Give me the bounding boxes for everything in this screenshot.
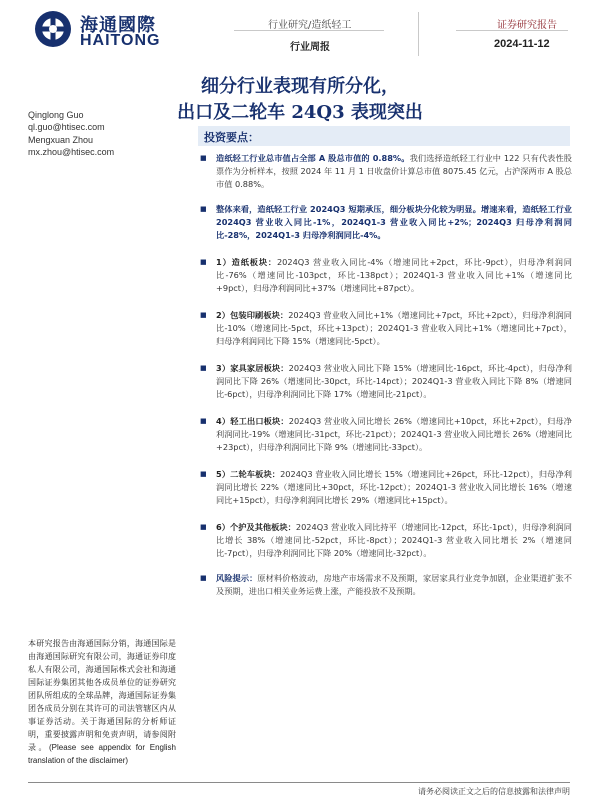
key-points-list bbox=[200, 152, 572, 598]
report-type: 行业周报 bbox=[290, 42, 330, 53]
footer-divider bbox=[28, 782, 570, 783]
key-point-lead: 2）包装印刷板块： bbox=[216, 310, 289, 320]
haitong-logo-icon bbox=[34, 10, 72, 48]
key-point-item bbox=[200, 415, 572, 454]
key-point-item bbox=[200, 152, 572, 191]
key-point-lead: 整体来看，造纸轻工行业 2024Q3 短期承压，细分板块分化较为明显。增速来看，造纸轻工行业 2024Q3 营业收入同比-1%，2024Q1-3 营业收入同比+2%；2024Q3 归母净利润同比-28%，2024Q1-3 归母净利润同比-4%。 bbox=[216, 204, 572, 240]
key-point-text: 2024Q3 营业收入同比持平（增速同比-12pct，环比-1pct），归母净利润同比增长 38%（增速同比-52pct，环比-8pct）；2024Q1-3 营业收入同比增长 2%（增速同比-7pct），归母净利润同比下降 20%（增速同比-32pct）。 bbox=[216, 522, 572, 558]
author-name: Mengxuan Zhou bbox=[28, 135, 94, 145]
brand-name-en: HAITONG bbox=[80, 32, 161, 49]
key-point-text: 2024Q3 营业收入同比增长 26%（增速同比+10pct，环比+2pct），归母净利润同比-19%（增速同比-31pct，环比-21pct）；2024Q1-3 营业收入同比增长 26%（增速同比+23pct），归母净利润同比下降 9%（增速同比-33pct）。 bbox=[216, 416, 572, 452]
disclaimer-text-cn: 本研究报告由海通国际分销，海通国际是由海通国际研究有限公司，海通证券印度私人有限公司，海通国际株式会社和海通国际证券集团其他各成员单位的证券研究团队所组成的全球品牌，海通国际证券集团各成员分别在其许可的司法管辖区内从事证券活动。关于海通国际的分析师证明，重要披露声明和免责声明，请参阅附录。 bbox=[28, 639, 176, 752]
key-point-lead: 风险提示： bbox=[216, 573, 258, 583]
key-point-text: 原材料价格波动，房地产市场需求不及预期，家居家具行业竞争加剧，企业渠道扩张不及预期，进出口相关业务运费上涨，产能投放不及预期。 bbox=[216, 573, 572, 596]
author-card bbox=[28, 109, 105, 133]
key-point-lead: 6）个护及其他板块： bbox=[216, 522, 296, 532]
key-point-item bbox=[200, 256, 572, 295]
key-point-item bbox=[200, 468, 572, 507]
key-point-lead: 3）家具家居板块： bbox=[216, 363, 289, 373]
key-points-header bbox=[198, 126, 570, 146]
key-points-title: 投资要点： bbox=[204, 131, 259, 144]
key-point-item bbox=[200, 572, 572, 598]
distribution-disclaimer bbox=[28, 637, 176, 767]
key-point-item bbox=[200, 362, 572, 401]
key-point-item bbox=[200, 309, 572, 348]
report-title-line-2: 出口及二轮车 24Q3 表现突出 bbox=[177, 102, 423, 123]
key-point-lead: 1）造纸板块： bbox=[216, 257, 277, 267]
key-point-lead: 造纸轻工行业总市值占全部 A 股总市值的 0.88%。 bbox=[216, 153, 410, 163]
author-card bbox=[28, 134, 114, 158]
author-email: mx.zhou@htisec.com bbox=[28, 147, 115, 157]
footer-note: 请务必阅读正文之后的信息披露和法律声明 bbox=[418, 787, 570, 796]
disclaimer-text-en: (Please see appendix for English translation of the disclaimer) bbox=[28, 743, 176, 765]
report-title-line-1: 细分行业表现有所分化， bbox=[201, 76, 399, 97]
key-point-text: 2024Q3 营业收入同比+1%（增速同比+7pct，环比+2pct），归母净利润同比-10%（增速同比-5pct，环比+13pct）；2024Q1-3 营业收入同比+1%（增速同比+7pct），归母净利润同比下降 15%（增速同比-5pct）。 bbox=[216, 310, 572, 346]
report-category: 行业研究/造纸轻工 bbox=[268, 20, 352, 31]
author-name: Qinglong Guo bbox=[28, 110, 84, 120]
key-point-text: 我们选择造纸轻工行业中 122 只有代表性股票作为分析样本，按照 2024 年 11 月 1 日收盘价计算总市值 8075.45 亿元，占沪深两市 A 股总市值 0.88%。 bbox=[216, 153, 572, 189]
key-point-item bbox=[200, 203, 572, 242]
key-point-lead: 5）二轮车板块： bbox=[216, 469, 281, 479]
key-point-item bbox=[200, 521, 572, 560]
key-point-text: 2024Q3 营业收入同比下降 15%（增速同比-16pct，环比-4pct），归母净利润同比下降 26%（增速同比-30pct，环比-14pct）；2024Q1-3 营业收入同比下降 8%（增速同比-6pct），归母净利润同比下降 17%（增速同比-21pct）。 bbox=[216, 363, 572, 399]
key-point-lead: 4）轻工出口板块： bbox=[216, 416, 289, 426]
header-separator bbox=[418, 12, 419, 56]
key-point-text: 2024Q3 营业收入同比-4%（增速同比+2pct，环比-9pct），归母净利润同比-76%（增速同比-103pct，环比-138pct）；2024Q1-3 营业收入同比+1%（增速同比+9pct），归母净利润同比+37%（增速同比+87pct）。 bbox=[216, 257, 572, 293]
brand-name-cn: 海通國際 bbox=[80, 15, 156, 36]
key-point-text: 2024Q3 营业收入同比增长 15%（增速同比+26pct，环比-12pct），归母净利润同比增长 22%（增速同比+30pct，环比-12pct）；2024Q1-3 营业收入同比增长 16%（增速同比+15pct），归母净利润同比增长 29%（增速同比+15pct）。 bbox=[216, 469, 572, 505]
haitong-logo bbox=[34, 10, 204, 50]
report-label: 证券研究报告 bbox=[497, 20, 557, 31]
author-email: ql.guo@htisec.com bbox=[28, 122, 105, 132]
report-date: 2024-11-12 bbox=[494, 38, 550, 50]
